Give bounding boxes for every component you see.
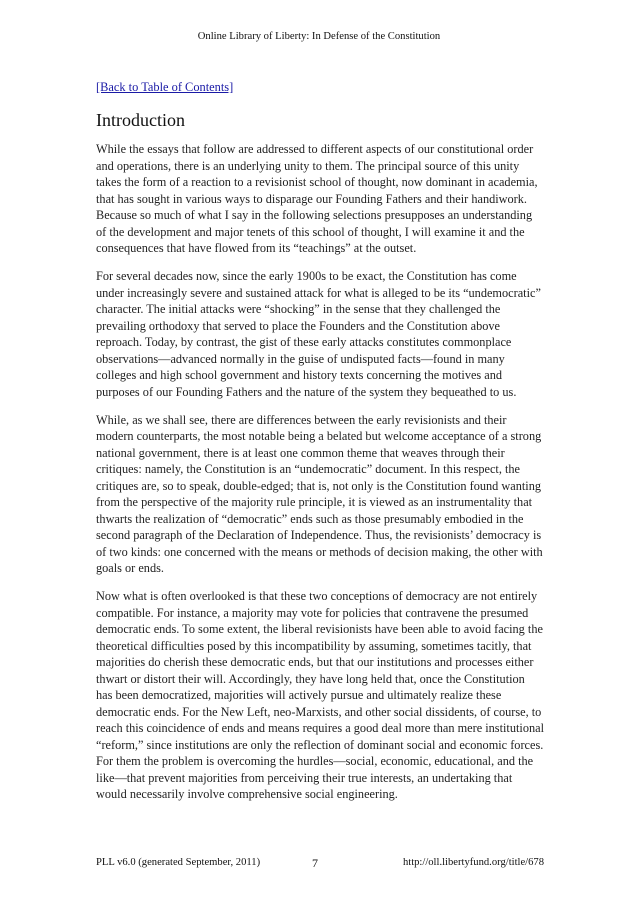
- body-paragraph: For several decades now, since the early 1900s to be exact, the Constitution has come under increasingly severe and sustained attack for what is alleged to be its “undemocratic” character. The initial attacks were “shocking” in the sense that they challenged the prevailing orthodoxy that served to place the Founders and the Constitution above reproach. Today, by contrast, the gist of these early attacks constitutes commonplace observations—advanced normally in the guise of undisputed facts—found in many colleges and high school government and history texts concerning the motives and purposes of our Founding Fathers and the nature of the system they bequeathed to us.: [96, 269, 541, 399]
- back-to-contents-link[interactable]: [Back to Table of Contents]: [96, 80, 234, 94]
- page-number: 7: [312, 856, 318, 870]
- body-paragraph: While, as we shall see, there are differences between the early revisionists and their modern counterparts, the most notable being a belated but welcome acceptance of a strong national government, there is at least one common theme that weaves through their critiques: namely, the Constitution is an “undemocratic” document. In this respect, the critiques are, so to speak, double-edged; that is, not only is the Constitution found wanting from the perspective of the majority rule principle, it is viewed as an instrumentality that thwarts the realization of “democratic” ends such as those presumably embodied in the second paragraph of the Declaration of Independence. Thus, the revisionists’ democracy is of two kinds: one concerned with the means or methods of decision making, the other with goals or ends.: [96, 412, 543, 575]
- body-paragraph: Now what is often overlooked is that these two conceptions of democracy are not entirely compatible. For instance, a majority may vote for policies that contravene the presumed democratic ends. To some extent, the liberal revisionists have been able to avoid facing the theoretical difficulties posed by this incompatibility by assuming, sometimes tacitly, that majorities do cherish these democratic ends, but that our institutions and processes either thwart or distort their will. Accordingly, they have long held that, once the Constitution has been democratized, majorities will actively pursue and ultimately realize these democratic ends. For the New Left, neo-Marxists, and other social dissidents, of course, to reach this coincidence of ends and means requires a good deal more than mere institutional “reform,” since institutions are only the reflection of dominant social and economic forces. For them the problem is overcoming the hurdles—social, economic, educational, and the like—that prevent majorities from perceiving their true interests, an undertaking that would necessarily involve comprehensive social engineering.: [96, 589, 544, 801]
- section-body: [96, 141, 544, 814]
- footer-url: http://oll.libertyfund.org/title/678: [402, 857, 544, 868]
- footer-version: PLL v6.0 (generated September, 2011): [96, 857, 261, 868]
- page-footer: [96, 857, 544, 873]
- section-title: Introduction: [96, 110, 185, 130]
- body-paragraph: While the essays that follow are addressed to different aspects of our constitutional order and operations, there is an underlying unity to them. The principal source of this unity takes the form of a reaction to a revisionist school of thought, now dominant in academia, that has sought in various ways to disparage our Founding Fathers and their handiwork. Because so much of what I say in the following selections presupposes an understanding of the development and major tenets of this school of thought, I will examine it and the consequences that have flowed from its “teachings” at the outset.: [96, 142, 538, 255]
- running-header: Online Library of Liberty: In Defense of the Constitution: [197, 31, 441, 42]
